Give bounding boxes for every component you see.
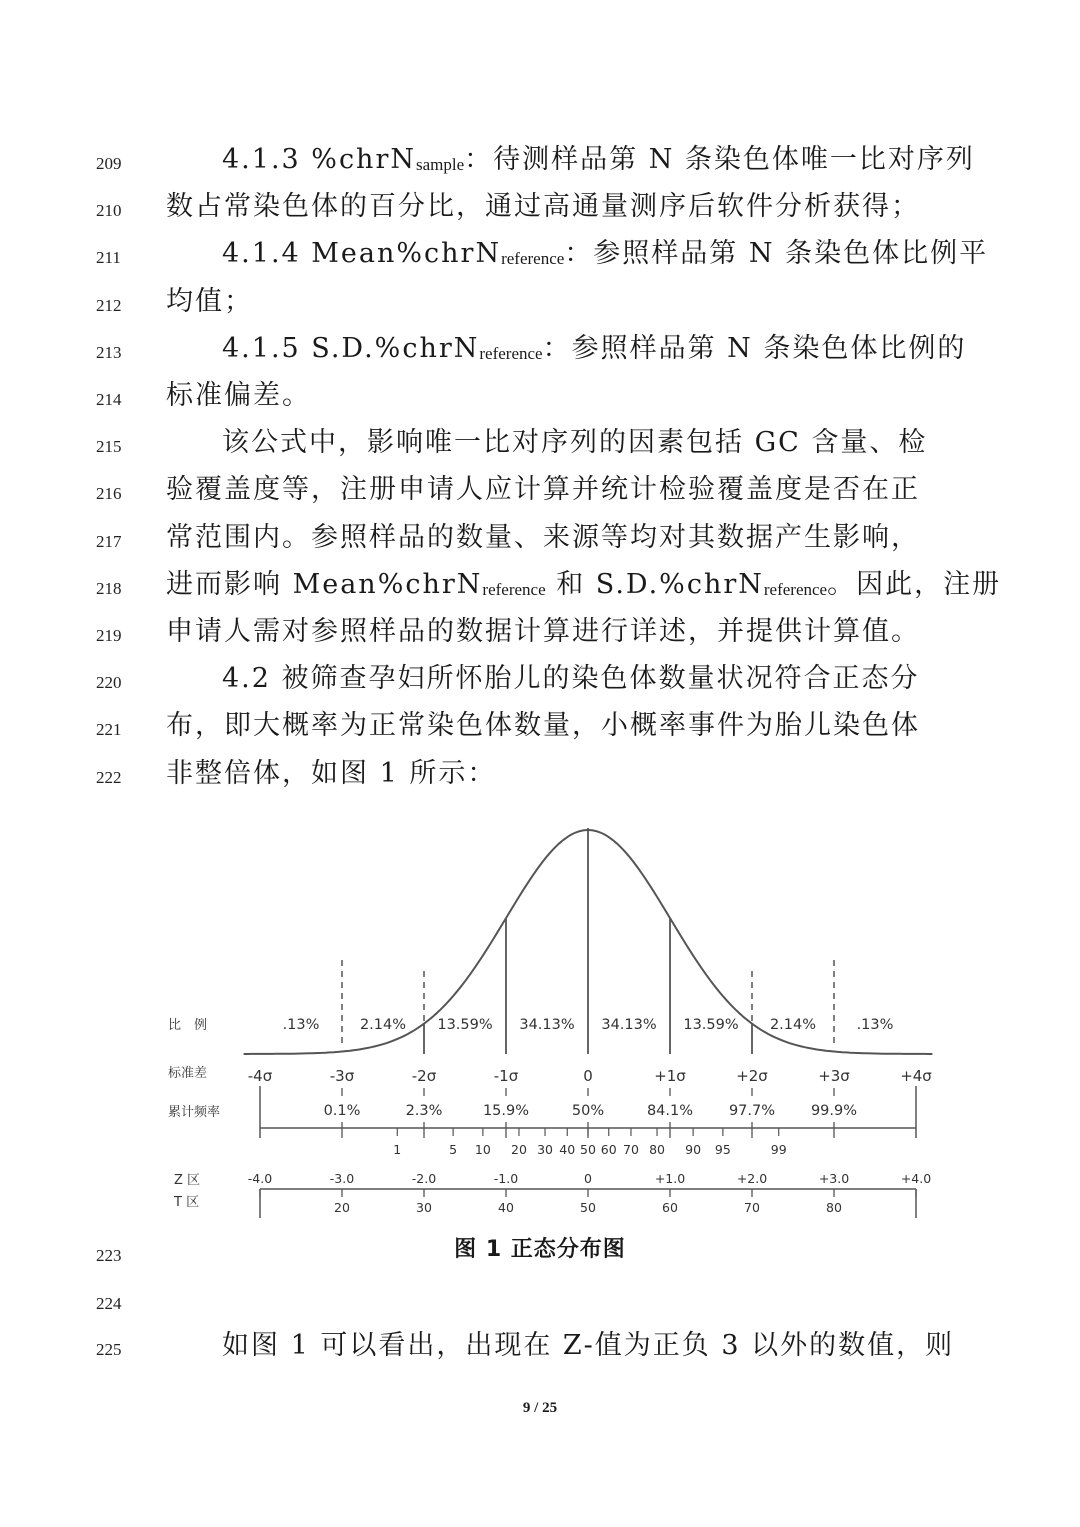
row-label-t: T 区: [174, 1195, 200, 1210]
row-label-cumulative: 累计频率: [168, 1105, 221, 1120]
t-label: 80: [826, 1200, 842, 1215]
paragraph-line: [166, 470, 920, 510]
percentile-label: 30: [537, 1142, 553, 1157]
text-run: 申请人需对参照样品的数据计算进行详述，并提供计算值。: [166, 616, 920, 647]
t-label: 50: [580, 1200, 596, 1215]
t-label: 60: [662, 1200, 678, 1215]
paragraph-line: [166, 518, 920, 558]
text-run: 非整倍体，如图 1 所示：: [166, 757, 497, 789]
line-number: 221: [96, 720, 122, 740]
text-run: ：待测样品第 N 条染色体唯一比对序列: [464, 144, 975, 175]
line-number: 220: [96, 673, 122, 693]
paragraph-line: 如图 1 可以看出，出现在 Z-值为正负 3 以外的数值，则: [222, 1330, 955, 1361]
line-number: 224: [96, 1294, 122, 1313]
text-line: [0, 234, 1080, 281]
line-number: 218: [96, 578, 122, 598]
cumulative-label: 2.3%: [405, 1103, 443, 1119]
subscript: reference: [479, 343, 543, 363]
z-label: +3.0: [818, 1171, 850, 1186]
text-run: 进而影响 Mean%chrN: [166, 568, 483, 600]
percentile-label: 80: [649, 1142, 665, 1157]
text-run: 4.1.4 Mean%chrN: [222, 238, 502, 270]
percentile-label: 50: [580, 1142, 596, 1157]
sd-label: -1σ: [493, 1067, 519, 1085]
figure-caption: 图 1 正态分布图: [454, 1237, 626, 1262]
text-run: 数占常染色体的百分比，通过高通量测序后软件分析获得；: [166, 191, 920, 223]
subscript: reference: [501, 249, 565, 269]
cumulative-label: 0.1%: [323, 1103, 361, 1119]
percentile-label: 70: [623, 1142, 639, 1157]
subscript: sample: [415, 155, 465, 174]
sd-label: +3σ: [818, 1067, 850, 1085]
paragraph-line: [166, 612, 920, 652]
cumulative-label: 99.9%: [810, 1103, 858, 1119]
ratio-label: 2.14%: [769, 1017, 817, 1033]
paragraph-line: [166, 187, 920, 227]
line-number: 211: [96, 248, 121, 268]
ratio-label: .13%: [282, 1017, 320, 1033]
cumulative-label: 84.1%: [646, 1103, 694, 1119]
sd-label: -2σ: [411, 1067, 437, 1085]
paragraph-line: [166, 565, 1002, 610]
line-number: 213: [96, 342, 122, 362]
row-label-sd: 标准差: [168, 1066, 208, 1081]
sd-label: +4σ: [900, 1067, 932, 1085]
text-line: [0, 565, 1080, 612]
line-225: [0, 1326, 1080, 1373]
text-line: [0, 518, 1080, 565]
text-line: [0, 187, 1080, 234]
normal-distribution-figure: [160, 826, 932, 1218]
text-line: [0, 376, 1080, 423]
page-number: 9 / 25: [522, 1400, 558, 1416]
text-run: 均值；: [166, 285, 253, 317]
z-label: +4.0: [900, 1171, 932, 1186]
line-number: 219: [96, 626, 122, 645]
text-run: 布，即大概率为正常染色体数量，小概率事件为胎儿染色体: [166, 710, 920, 742]
text-run: 该公式中，影响唯一比对序列的因素包括 GC 含量、检: [222, 427, 928, 459]
line-224: [0, 1280, 1080, 1327]
paragraph-line: [166, 376, 916, 416]
text-line: [0, 754, 1080, 801]
ratio-label: 34.13%: [601, 1017, 657, 1033]
t-label: 30: [416, 1200, 432, 1215]
percentile-label: 90: [685, 1142, 702, 1157]
z-label: -4.0: [247, 1171, 273, 1186]
percentile-label: 20: [511, 1142, 527, 1157]
paragraph-line: [166, 754, 916, 794]
line-number: 222: [96, 767, 122, 787]
line-number: 212: [96, 295, 122, 315]
line-number: 223: [96, 1246, 122, 1265]
z-label: -3.0: [329, 1171, 355, 1186]
ratio-label: .13%: [856, 1017, 894, 1033]
text-run: ：参照样品第 N 条染色体比例的: [542, 332, 967, 364]
line-number: 215: [96, 437, 122, 457]
subscript: reference: [482, 579, 546, 599]
text-run: 常范围内。参照样品的数量、来源等均对其数据产生影响，: [166, 521, 920, 553]
text-line: [0, 329, 1080, 376]
paragraph-line: [222, 234, 989, 279]
normal-distribution-chart: [160, 826, 932, 1218]
cumulative-label: 97.7%: [728, 1103, 776, 1119]
sd-label: -3σ: [329, 1067, 355, 1085]
row-label-ratio: 比 例: [168, 1018, 208, 1033]
ratio-label: 2.14%: [359, 1017, 407, 1033]
text-line: [0, 140, 1080, 187]
subscript: reference: [763, 579, 828, 599]
percentile-label: 95: [714, 1142, 731, 1157]
ratio-label: 34.13%: [519, 1017, 575, 1033]
sd-label: +1σ: [654, 1067, 686, 1085]
sd-label: 0: [583, 1067, 593, 1085]
text-run: 验覆盖度等，注册申请人应计算并统计检验覆盖度是否在正: [166, 474, 920, 506]
sd-label: +2σ: [736, 1067, 768, 1085]
text-line: [0, 282, 1080, 329]
paragraph-line: [222, 659, 920, 699]
t-label: 40: [498, 1200, 514, 1215]
text-run: ：参照样品第 N 条染色体比例平: [564, 238, 989, 270]
text-line: [0, 470, 1080, 517]
paragraph-line: [222, 423, 928, 463]
z-label: -1.0: [493, 1171, 519, 1186]
text-run: 4.1.5 S.D.%chrN: [222, 332, 480, 364]
percentile-label: 60: [600, 1142, 617, 1157]
line-number: 225: [96, 1340, 122, 1359]
text-run: 4.2 被筛查孕妇所怀胎儿的染色体数量状况符合正态分: [222, 663, 920, 695]
text-line: [0, 659, 1080, 706]
z-label: 0: [584, 1171, 592, 1186]
line-number: 214: [96, 390, 122, 409]
percentile-label: 40: [559, 1142, 576, 1157]
line-number: 217: [96, 531, 122, 551]
ratio-label: 13.59%: [683, 1017, 739, 1033]
line-number: 209: [96, 154, 122, 173]
percentile-label: 5: [449, 1142, 458, 1157]
cumulative-label: 50%: [571, 1103, 605, 1119]
z-label: +2.0: [736, 1171, 768, 1186]
z-label: -2.0: [411, 1171, 437, 1186]
t-label: 70: [744, 1200, 760, 1215]
line-number: 216: [96, 484, 122, 504]
paragraph-line: [222, 329, 967, 374]
row-label-z: Z 区: [174, 1173, 201, 1188]
text-run: 标准偏差。: [166, 380, 311, 411]
text-run: 。因此，注册: [827, 568, 1002, 600]
z-label: +1.0: [654, 1171, 686, 1186]
t-label: 20: [334, 1200, 350, 1215]
text-line: [0, 706, 1080, 753]
text-line: [0, 612, 1080, 659]
ratio-label: 13.59%: [437, 1017, 493, 1033]
percentile-label: 1: [393, 1142, 402, 1157]
text-run: 4.1.3 %chrN: [222, 144, 416, 175]
percentile-label: 10: [474, 1142, 491, 1157]
paragraph-line: [166, 706, 920, 746]
line-number: 210: [96, 201, 122, 221]
cumulative-label: 15.9%: [482, 1103, 530, 1119]
text-line: [0, 423, 1080, 470]
sd-label: -4σ: [247, 1067, 273, 1085]
paragraph-line: [166, 282, 916, 322]
text-run: 和 S.D.%chrN: [545, 568, 764, 600]
percentile-label: 99: [770, 1142, 787, 1157]
paragraph-line: [222, 140, 975, 185]
